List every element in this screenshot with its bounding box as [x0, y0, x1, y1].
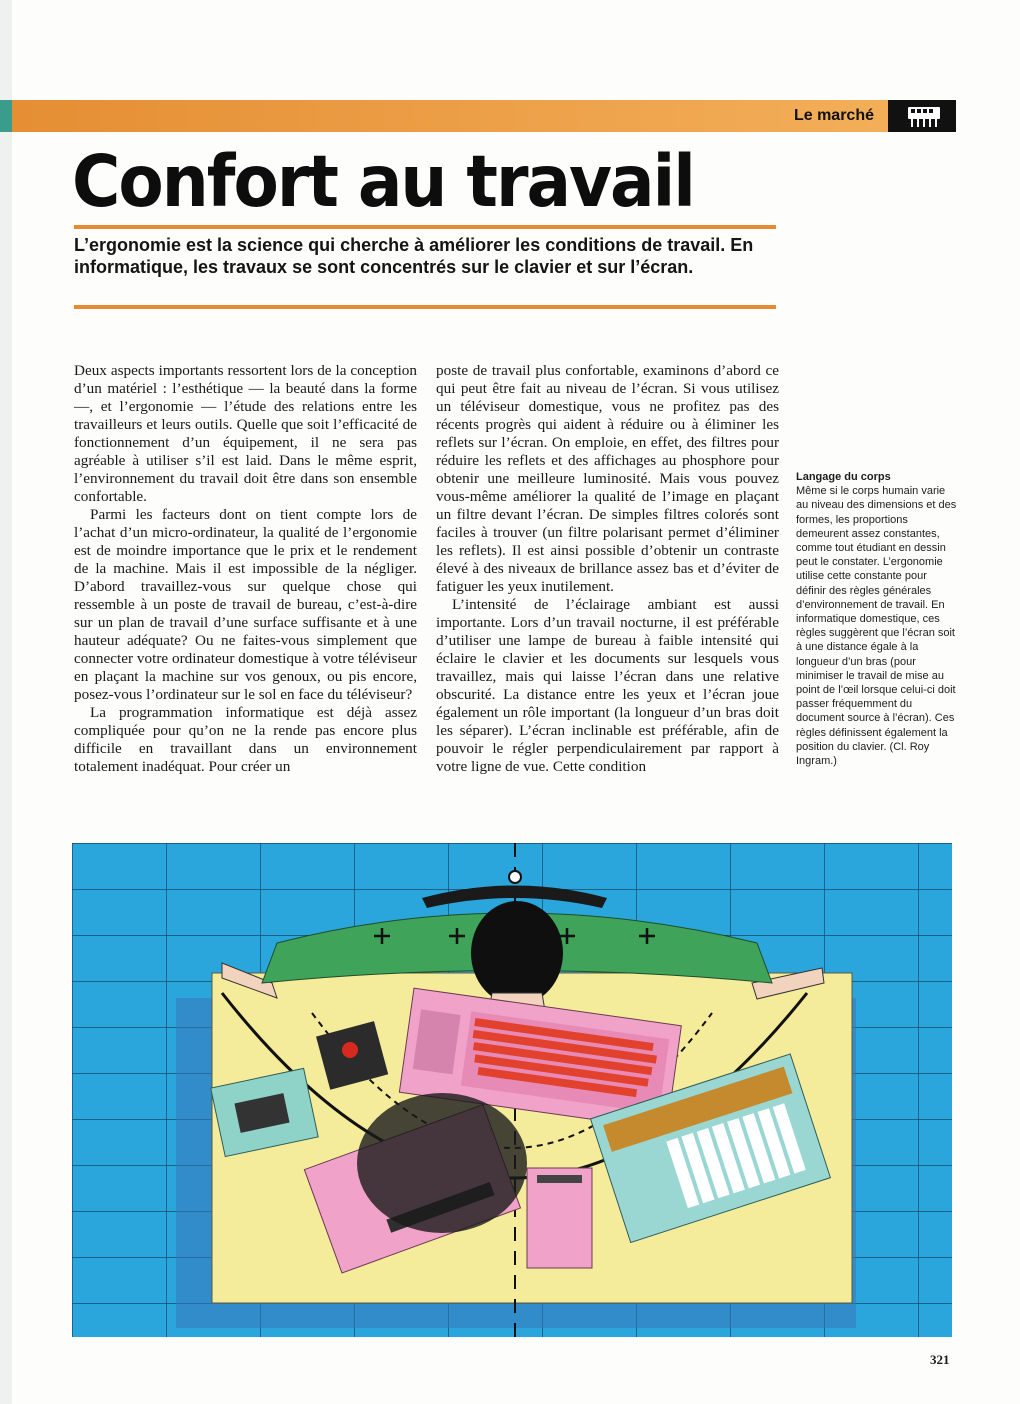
title-rule [74, 225, 776, 229]
head [471, 901, 563, 1005]
section-label: Le marché [793, 107, 874, 124]
paragraph: Parmi les facteurs dont on tient compte lors de l’achat d’un micro-ordinateur, la qualité de l’ergonomie est de moindre importance que le prix et le rendement de la machine. Mais il est impossible de la négliger. D’abord travaillez-vous sur quelque chose qui ressemble à un poste de travail de bureau, c’est-à-dire sur un plan de travail d’une surface suffisante et à une hauteur adéquate? Ou ne faites-vous simplement que connecter votre ordinateur domestique à votre téléviseur en plaçant la machine sur vos genoux, ou pis encore, posez-vous l’ordinateur sur le sol en face du téléviseur? [74, 506, 417, 703]
chair-seat [357, 1093, 527, 1233]
lead-rule [74, 305, 776, 309]
head-marker [509, 871, 521, 883]
text-column-2 [436, 362, 779, 776]
figure-caption [796, 470, 958, 768]
article-lead: L’ergonomie est la science qui cherche à améliorer les conditions de travail. En informatique, les travaux se sont concentrés sur le clavier et sur l’écran. [74, 235, 754, 277]
paragraph: Deux aspects importants ressortent lors de la conception d’un matériel : l’esthétique — la beauté dans la forme —, et l’ergonomie — l’étude des relations entre les travailleurs et leurs outils. Quelle que soit l’efficacité de fonctionnement d’un équipement, il ne sera pas agréable à utiliser s’il est laid. Dans le même esprit, l’environnement du travail doit être dans son ensemble confortable. [74, 362, 417, 505]
paragraph: L’intensité de l’éclairage ambiant est aussi importante. Lors d’un travail nocturne, il est préférable d’utiliser une lampe de bureau à faible intensité qui éclaire le clavier et les documents sur lesquels vous travaillez, mais qui laisse l’écran dans une relative obscurité. La distance entre les yeux et l’écran joue également un rôle important (la longueur d’un bras doit les séparer). L’écran inclinable est préférable, afin de pouvoir le régler perpendiculairement par rapport à votre ligne de vue. Cette condition [436, 596, 779, 775]
paragraph: poste de travail plus confortable, examinons d’abord ce qui peut être fait au niveau de l’écran. Si vous utilisez un téléviseur domestique, vous ne profitez pas des récents progrès qui aident à réduire ou à éliminer les reflets sur l’écran. On emploie, en effet, des filtres pour réduire les reflets et des affichages au phosphore pour obtenir une meilleure luminosité. Mais vous pouvez vous-même améliorer la qualité de l’image en plaçant un filtre devant l’écran. De simples filtres colorés sont faciles à trouver (un filtre polarisant permet d’éliminer les reflets). Il est ainsi possible d’obtenir un contraste élevé à des niveaux de brillance assez bas et d’éviter de fatiguer les yeux inutilement. [436, 362, 779, 595]
ergonomics-illustration [72, 843, 952, 1337]
text-column-1 [74, 362, 417, 776]
keyboard-icon [888, 100, 956, 132]
caption-text: Même si le corps humain varie au niveau des dimensions et des formes, les proportions demeurent assez constantes, comme tout étudiant en dessin peut le constater. L’ergonomie utilise cette constante pour définir des règles générales d’environnement de travail. En informatique domestique, ces règles suggèrent que l’écran soit à une distance égale à la longueur d’un bras (pour minimiser le travail de mise au point de l’œil lorsque celui-ci doit passer fréquemment du document source à l’écran). Ces règles définissent également la position du clavier. (Cl. Roy Ingram.) [796, 485, 957, 768]
article-title: Confort au travail [72, 140, 694, 224]
disk-drive [527, 1168, 592, 1268]
page-edge [0, 0, 12, 1404]
paragraph: La programmation informatique est déjà assez compliquée pour qu’on ne la rende pas encore plus difficile en travaillant dans un environnement totalement inadéquat. Pour créer un [74, 704, 417, 775]
page-number: 321 [930, 1352, 950, 1367]
section-tab [0, 100, 12, 132]
caption-title: Langage du corps [796, 471, 891, 483]
